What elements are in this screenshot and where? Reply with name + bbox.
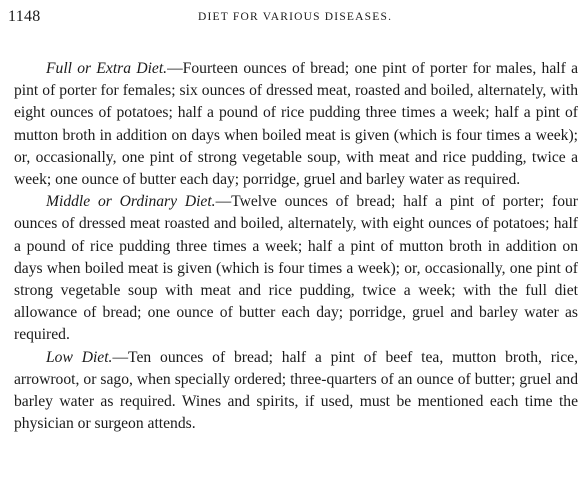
diet-description: —Twelve ounces of bread; half a pint of porter; four ounces of dressed meat roasted and boiled, alternately, with eight ounces of potatoes; half a pound of rice pudding three times a week; half a pint of mutton broth in addition on days when boiled meat is given (which is four times a week); or, occasionally, one pint of strong vegetable soup with meat and rice pudding, twice a week; with the full diet allowance of bread; one ounce of butter each day; porridge, gruel and barley water as required.: [14, 193, 578, 344]
body-text: [14, 58, 578, 435]
diet-title: Low Diet.: [46, 348, 113, 366]
paragraph-middle-diet: [14, 191, 578, 346]
page-number: 1148: [8, 8, 41, 25]
diet-description: —Fourteen ounces of bread; one pint of porter for males, half a pint of porter for females; six ounces of dressed meat, roasted and boiled, alternately, with eight ounces of potatoes; half a pound of rice pudding three times a week; half a pint of mutton broth in addition on days when boiled meat is given (which is four times a week); or, occasionally, one pint of strong vegetable soup, with meat and rice pudding, twice a week; one ounce of butter each day; porridge, gruel and barley water as required.: [14, 60, 578, 189]
diet-description: —Ten ounces of bread; half a pint of beef tea, mutton broth, rice, arrowroot, or sago, when specially ordered; three-quarters of an ounce of butter; gruel and barley water as required. Wines and spirits, if used, must be mentioned each time the physician or surgeon attends.: [14, 348, 578, 433]
diet-title: Middle or Ordinary Diet.: [46, 193, 216, 211]
paragraph-full-diet: [14, 58, 578, 191]
running-head: DIET FOR VARIOUS DISEASES.: [198, 11, 393, 23]
page-header: [8, 8, 578, 30]
diet-title: Full or Extra Diet.: [46, 60, 168, 77]
paragraph-low-diet: [14, 347, 578, 436]
